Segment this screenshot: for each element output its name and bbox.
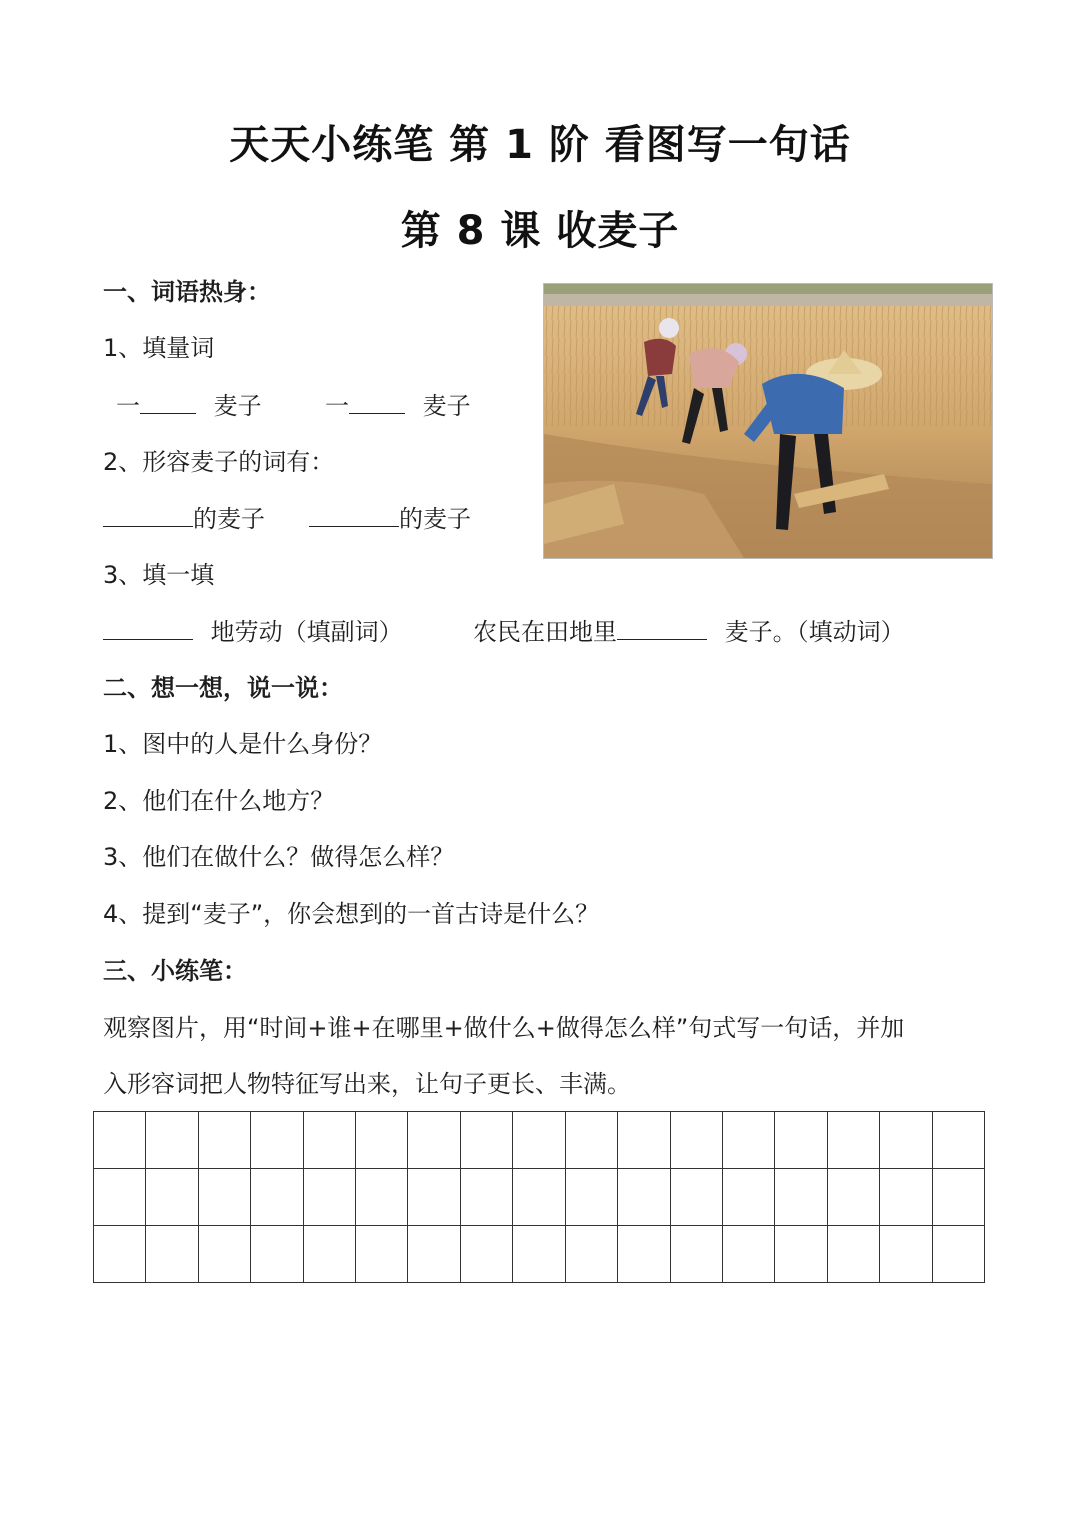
q3-prefix-b: 农民在田地里 <box>473 618 617 646</box>
writing-grid-cell[interactable] <box>304 1112 356 1169</box>
q3-blank-b[interactable] <box>617 615 707 640</box>
q2-suffix-b: 的麦子 <box>399 505 471 533</box>
writing-grid-cell[interactable] <box>880 1112 932 1169</box>
writing-grid-cell[interactable] <box>408 1112 460 1169</box>
writing-grid-cell[interactable] <box>146 1169 198 1226</box>
section2-question: 2、他们在什么地方？ <box>103 787 335 815</box>
writing-grid-cell[interactable] <box>828 1226 880 1283</box>
q1-prefix-a: 一 <box>116 392 140 420</box>
writing-grid-cell[interactable] <box>775 1169 827 1226</box>
writing-grid-cell[interactable] <box>723 1169 775 1226</box>
writing-grid-cell[interactable] <box>304 1169 356 1226</box>
section3-instruction-line1: 观察图片，用“时间+谁+在哪里+做什么+做得怎么样”句式写一句话，并加 <box>103 1014 905 1042</box>
writing-grid-cell[interactable] <box>933 1226 985 1283</box>
worksheet-title: 天天小练笔 第 1 阶 看图写一句话 <box>229 122 851 168</box>
q2-item-b <box>309 502 471 535</box>
section2-question: 1、图中的人是什么身份？ <box>103 730 383 758</box>
section3-heading: 三、小练笔： <box>103 957 247 985</box>
writing-grid-cell[interactable] <box>408 1226 460 1283</box>
writing-grid-cell[interactable] <box>513 1169 565 1226</box>
writing-grid-cell[interactable] <box>671 1226 723 1283</box>
q1-measure-item-a <box>116 389 262 422</box>
q3-blank-a[interactable] <box>103 615 193 640</box>
q3-suffix-a: 地劳动（填副词） <box>210 618 403 646</box>
writing-grid-cell[interactable] <box>199 1169 251 1226</box>
section3-instruction-line2: 入形容词把人物特征写出来，让句子更长、丰满。 <box>103 1070 631 1098</box>
q2-item-a <box>103 502 265 535</box>
writing-grid-cell[interactable] <box>356 1169 408 1226</box>
writing-grid-cell[interactable] <box>356 1226 408 1283</box>
q2-blank-a[interactable] <box>103 502 193 527</box>
writing-grid <box>93 1111 985 1283</box>
writing-grid-cell[interactable] <box>251 1112 303 1169</box>
section2-question: 4、提到“麦子”，你会想到的一首古诗是什么？ <box>103 900 600 928</box>
q1-measure-item-b <box>325 389 471 422</box>
writing-grid-cell[interactable] <box>828 1169 880 1226</box>
q1-blank-a[interactable] <box>140 389 196 414</box>
q1-blank-b[interactable] <box>349 389 405 414</box>
writing-grid-cell[interactable] <box>94 1226 146 1283</box>
writing-grid-cell[interactable] <box>251 1226 303 1283</box>
writing-grid-cell[interactable] <box>304 1226 356 1283</box>
writing-grid-cell[interactable] <box>880 1169 932 1226</box>
q3-label: 3、填一填 <box>103 561 215 589</box>
section1-heading: 一、词语热身： <box>103 278 271 306</box>
writing-grid-cell[interactable] <box>933 1112 985 1169</box>
writing-grid-cell[interactable] <box>251 1169 303 1226</box>
q1-label: 1、填量词 <box>103 334 215 362</box>
q1-word-b: 麦子 <box>422 392 471 420</box>
writing-grid-cell[interactable] <box>671 1169 723 1226</box>
writing-grid-cell[interactable] <box>828 1112 880 1169</box>
writing-grid-cell[interactable] <box>146 1226 198 1283</box>
lesson-title: 第 8 课 收麦子 <box>400 208 680 254</box>
writing-grid-cell[interactable] <box>461 1226 513 1283</box>
writing-grid-cell[interactable] <box>566 1226 618 1283</box>
section2-question: 3、他们在做什么？做得怎么样？ <box>103 843 455 871</box>
writing-grid-cell[interactable] <box>199 1112 251 1169</box>
q2-suffix-a: 的麦子 <box>193 505 265 533</box>
writing-grid-cell[interactable] <box>723 1226 775 1283</box>
writing-grid-cell[interactable] <box>513 1112 565 1169</box>
writing-grid-cell[interactable] <box>618 1169 670 1226</box>
writing-grid-cell[interactable] <box>566 1112 618 1169</box>
writing-grid-cell[interactable] <box>723 1112 775 1169</box>
writing-grid-cell[interactable] <box>618 1112 670 1169</box>
writing-grid-cell[interactable] <box>461 1169 513 1226</box>
writing-grid-cell[interactable] <box>671 1112 723 1169</box>
writing-grid-cell[interactable] <box>199 1226 251 1283</box>
q2-blank-b[interactable] <box>309 502 399 527</box>
q3-suffix-b: 麦子。（填动词） <box>724 618 905 646</box>
writing-grid-cell[interactable] <box>775 1226 827 1283</box>
writing-grid-cell[interactable] <box>933 1169 985 1226</box>
writing-grid-cell[interactable] <box>94 1112 146 1169</box>
wheat-harvest-photo <box>543 283 993 559</box>
writing-grid-cell[interactable] <box>94 1169 146 1226</box>
writing-grid-cell[interactable] <box>880 1226 932 1283</box>
writing-grid-cell[interactable] <box>408 1169 460 1226</box>
q1-prefix-b: 一 <box>325 392 349 420</box>
q2-label: 2、形容麦子的词有： <box>103 448 335 476</box>
writing-grid-cell[interactable] <box>566 1169 618 1226</box>
section2-heading: 二、想一想，说一说： <box>103 674 343 702</box>
writing-grid-cell[interactable] <box>775 1112 827 1169</box>
q3-item-b <box>473 615 905 648</box>
writing-grid-cell[interactable] <box>146 1112 198 1169</box>
writing-grid-cell[interactable] <box>461 1112 513 1169</box>
writing-grid-cell[interactable] <box>618 1226 670 1283</box>
q3-item-a <box>103 615 403 648</box>
writing-grid-cell[interactable] <box>513 1226 565 1283</box>
writing-grid-cell[interactable] <box>356 1112 408 1169</box>
q1-word-a: 麦子 <box>213 392 262 420</box>
